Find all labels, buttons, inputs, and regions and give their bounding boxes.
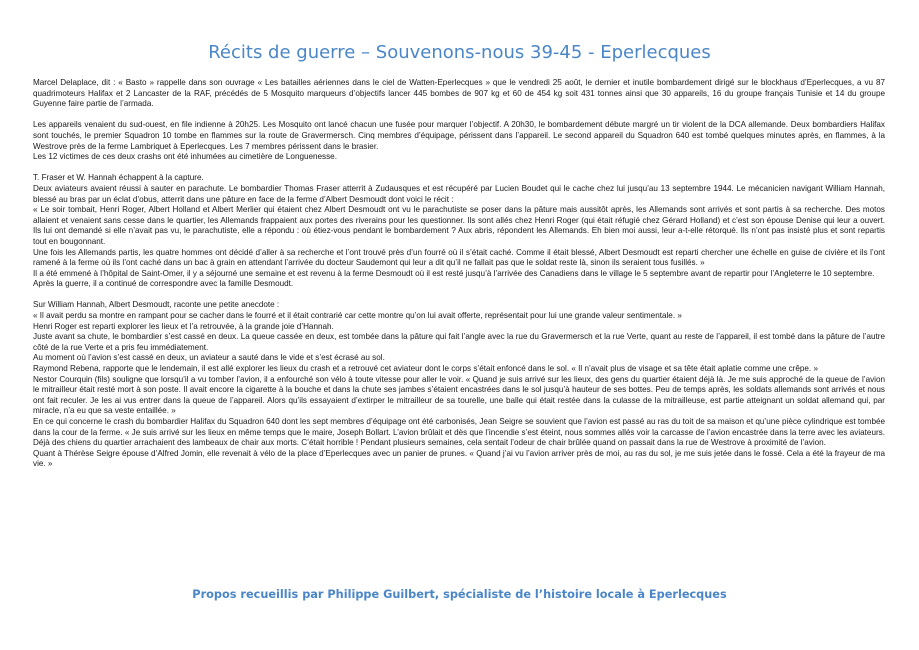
paragraph: « Le soir tombait, Henri Roger, Albert Holland et Albert Merlier qui étaient chez Albert Desmoudt ont vu le parachutiste se poser dans la pâture mais aussitôt après, les Allemands sont arrivés et sont partis à sa recherche. Des motos allaient et venaient sans cesse dans le quartier, les Allemands frappaient aux portes des riverains pour les questionner. Ils sont allés chez Henri Roger (qui était réfugié chez Gérard Holland) et c’est son épouse Denise qui leur a ouvert. Ils lui ont demandé si elle n’avait pas vu, le parachutiste, elle a répondu : où étiez-vous pendant le bombardement ? Aux abris, répondent les Allemands. Eh bien moi aussi, leur a-t-elle rétorqué. Ils n’ont pas insisté plus et sont repartis tout en bougonnant. (33, 205, 885, 246)
paragraph: « Il avait perdu sa montre en rampant pour se cacher dans le fourré et il était contrarié car cette montre qu’on lui avait offerte, représentait pour lui une grande valeur sentimentale. » (33, 311, 682, 321)
paragraph: Raymond Rebena, rapporte que le lendemain, il est allé explorer les lieux du crash et a retrouvé cet aviateur dont le corps s’était enfoncé dans le sol. « Il n’avait plus de visage et sa tête était aplatie comme une crêpe. » (33, 364, 818, 374)
paragraph: Les appareils venaient du sud-ouest, en file indienne à 20h25. Les Mosquito ont lancé chacun une fusée pour marquer l’objectif. A 20h30, le bombardement débute margré un tir violent de la DCA allemande. Deux bombardiers Halifax sont touchés, le premier Squadron 10 tombe en flammes sur la route de Gravermersch. Cinq membres d’équipage, périssent dans l’appareil. Le second appareil du Squadron 640 est tombé quelques minutes après, en flammes, à la Westrove près de la ferme Lambriquet à Eperlecques. Les 7 membres périssent dans le brasier. (33, 120, 885, 151)
footer-credit: Propos recueillis par Philippe Guilbert, spécialiste de l’histoire locale à Eperlecques (192, 588, 727, 601)
section-heading: T. Fraser et W. Hannah échappent à la capture. (33, 173, 204, 183)
paragraph: Après la guerre, il a continué de correspondre avec la famille Desmoudt. (33, 279, 294, 289)
paragraph-gap (33, 163, 885, 174)
paragraph: Deux aviateurs avaient réussi à sauter en parachute. Le bombardier Thomas Fraser atterrit à Zudausques et est récupéré par Lucien Boudet qui le cache chez lui jusqu’au 13 septembre 1944. Le mécanicien navigant William Hannah, blessé au bras par un éclat d’obus, atterrit dans une pâture en face de la ferme d’Albert Desmoudt dont voici le récit : (33, 183, 885, 204)
paragraph: En ce qui concerne le crash du bombardier Halifax du Squadron 640 dont les sept membres d’équipage ont été carbonisés, Jean Seigre se souvient que l’avion est passé au ras du toit de sa maison et qu’une pièce cylindrique est tombée dans la cour de la ferme. « Je suis arrivé sur les lieux en même temps que le maire, Joseph Bollart. L’avion brûlait et dès que l’incendie s’est éteint, nous sommes allés voir la carcasse de l’avion encastrée dans la terre avec les aviateurs. Déjà des chiens du quartier arrachaient des lambeaux de chair aux morts. C’était horrible ! Pendant plusieurs semaines, cela sentait l’odeur de chair brûlée quand on passait dans la rue de Westrove à proximité de l’avion. (33, 417, 885, 448)
page-title: Récits de guerre – Souvenons-nous 39-45 - Eperlecques (208, 42, 711, 63)
paragraph: Une fois les Allemands partis, les quatre hommes ont décidé d’aller à sa recherche et l’ont trouvé près d’un fourré où il s’était caché. Comme il était blessé, Albert Desmoudt est reparti chercher une échelle en guise de civière et ils l’ont ramené à la ferme où ils l’ont caché dans un bac à grain en attendant l’arrivée du docteur Saudemont qui leur a dit qu’il ne fallait pas que le soldat reste là, sinon ils seraient tous fusillés. » (33, 247, 885, 268)
paragraph: Marcel Delaplace, dit : « Basto » rappelle dans son ouvrage « Les batailles aériennes dans le ciel de Watten-Eperlecques » que le vendredi 25 août, le dernier et inutile bombardement dirigé sur le blockhaus d’Eperlecques, a vu 87 quadrimoteurs Halifax et 2 Lancaster de la RAF, précédés de 5 Mosquito marqueurs d’objectifs lancer 445 bombes de 907 kg et 60 de 454 kg soit 431 tonnes ainsi que 30 appareils, 16 du groupe français Tunisie et 14 du groupe Guyenne faire partie de l’armada. (33, 78, 885, 109)
paragraph: Quant à Thérèse Seigre épouse d’Alfred Jomin, elle revenait à vélo de la place d’Eperlecques avec un panier de prunes. « Quand j’ai vu l’avion arriver près de moi, au ras du sol, je me suis jetée dans le fossé. Cela a été la frayeur de ma vie. » (33, 448, 885, 469)
paragraph: Il a été emmené à l’hôpital de Saint-Omer, il y a séjourné une semaine et est revenu à la ferme Desmoudt où il est resté jusqu’à l’arrivée des Canadiens dans le village le 5 septembre avant de repartir pour l’Angleterre le 10 septembre. (33, 268, 875, 278)
paragraph: Au moment où l’avion s’est cassé en deux, un aviateur a sauté dans le vide et s’est écrasé au sol. (33, 353, 385, 363)
paragraph-gap (33, 290, 885, 301)
paragraph: Henri Roger est reparti explorer les lieux et l’a retrouvée, à la grande joie d’Hannah. (33, 321, 334, 331)
article-body (33, 78, 885, 470)
paragraph: Juste avant sa chute, le bombardier s’est cassé en deux. La queue cassée en deux, est tombée dans la pâture qui fait l’angle avec la rue du Gravermersch et la rue Verte, quant au reste de l’appareil, il est tombé dans la pâture de l’autre côté de la rue Verte et a pris feu immédiatement. (33, 332, 885, 352)
paragraph: Les 12 victimes de ces deux crashs ont été inhumées au cimetière de Longuenesse. (33, 152, 337, 162)
paragraph: Nestor Courquin (fils) souligne que lorsqu’il a vu tomber l’avion, il a enfourché son vélo à toute vitesse pour aller le voir. « Quand je suis arrivé sur les lieux, des gens du quartier étaient déjà là. Je me suis approché de la queue de l’avion le mitrailleur était resté mort à son poste. Il avait encore la cigarette à la bouche et dans la chute ses jambes s’étaient encastrées dans le sol jusqu’à hauteur de ses bottes. Peu de temps après, les soldats allemands sont arrivés et nous ont fait reculer. Je les ai vus entrer dans la queue de l’appareil. Alors qu’ils essayaient d’extirper le mitrailleur de sa tourelle, une balle qui était restée dans la culasse de la mitrailleuse, est partie atteignant un soldat allemand qui, par miracle, n’a eu que sa veste entaillée. » (33, 374, 885, 416)
paragraph: Sur William Hannah, Albert Desmoudt, raconte une petite anecdote : (33, 300, 280, 310)
paragraph-gap (33, 110, 885, 121)
